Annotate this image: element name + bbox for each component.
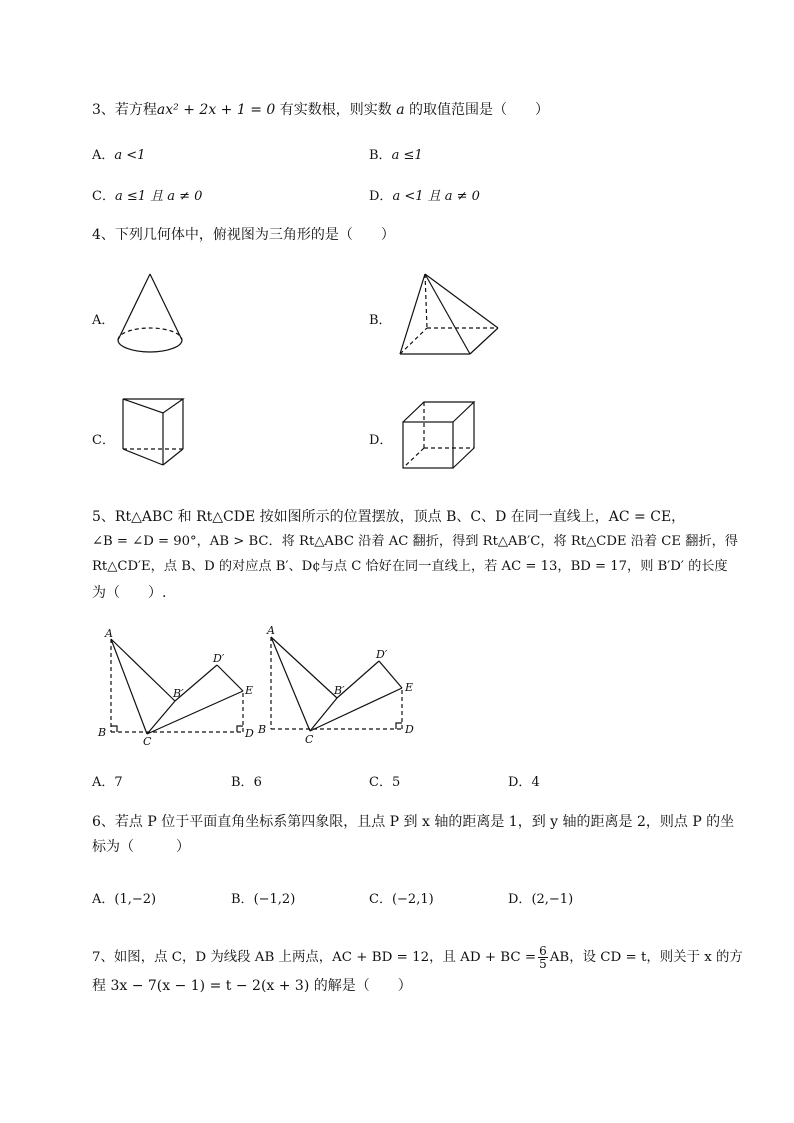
option-label: C． bbox=[92, 189, 115, 204]
q4-option-a-label[interactable]: A． bbox=[92, 313, 115, 328]
q6-stem-line1: 6、若点 P 位于平面直角坐标系第四象限，且点 P 到 x 轴的距离是 1，到 y 轴的距离是 2，则点 P 的坐 bbox=[92, 814, 735, 830]
option-label: A． bbox=[92, 892, 115, 907]
q6-stem-line2: 标为（ ） bbox=[92, 839, 190, 855]
q7-stem-line2: 程 3x − 7(x − 1) = t − 2(x + 3) 的解是（ ） bbox=[92, 978, 412, 994]
q4-option-d-label[interactable]: D． bbox=[369, 433, 393, 448]
option-label: A． bbox=[92, 775, 115, 790]
option-label: D． bbox=[508, 775, 532, 790]
option-value: 6 bbox=[253, 775, 262, 790]
fraction bbox=[538, 945, 548, 970]
q5-option-c[interactable] bbox=[369, 771, 400, 790]
label-b-prime: B′ bbox=[334, 684, 345, 697]
q3-stem bbox=[92, 101, 549, 119]
right-angle-d bbox=[396, 723, 402, 729]
q6-option-d[interactable] bbox=[508, 888, 573, 907]
pyramid-edge bbox=[425, 274, 470, 354]
q3-stem-a: 3、若方程 bbox=[92, 102, 157, 118]
q3-option-d[interactable] bbox=[369, 185, 480, 204]
right-angle-d bbox=[237, 726, 243, 732]
option-value: a <1 bbox=[114, 148, 146, 163]
fraction-numerator: 6 bbox=[539, 944, 547, 958]
option-label: D． bbox=[369, 189, 393, 204]
triangular-prism-figure bbox=[118, 395, 190, 473]
label-b: B bbox=[258, 723, 267, 736]
q3-stem-c: 的取值范围是（ ） bbox=[409, 102, 550, 118]
option-value: a <1 且 a ≠ 0 bbox=[392, 189, 480, 204]
prism-top-face bbox=[123, 399, 183, 413]
label-e: E bbox=[405, 681, 414, 694]
option-label: B． bbox=[231, 892, 254, 907]
label-c: C bbox=[305, 733, 314, 746]
q4-stem: 4、下列几何体中，俯视图为三角形的是（ ） bbox=[92, 227, 395, 243]
cone-base-back bbox=[118, 328, 182, 340]
segment-ce bbox=[147, 691, 243, 734]
cube-front-face bbox=[403, 422, 453, 468]
label-d: D bbox=[405, 723, 414, 736]
q3-var: a bbox=[396, 102, 405, 118]
label-d: D bbox=[245, 727, 254, 740]
q5-stem-line2: ∠B = ∠D = 90°，AB > BC．将 Rt△ABC 沿着 AC 翻折，得到 Rt△AB′C，将 Rt△CDE 沿着 CE 翻折，得 bbox=[92, 534, 738, 549]
pyramid-edge bbox=[425, 274, 498, 328]
fraction-denominator: 5 bbox=[539, 957, 547, 971]
pyramid-hidden-edge bbox=[425, 274, 427, 328]
label-b: B bbox=[98, 726, 107, 739]
segment-ab1 bbox=[271, 637, 337, 698]
prism-edge bbox=[163, 449, 183, 465]
segment-ce bbox=[310, 688, 402, 731]
label-a: A bbox=[267, 624, 275, 637]
cube-figure bbox=[400, 400, 480, 472]
option-value: (1,−2) bbox=[114, 892, 157, 907]
label-e: E bbox=[245, 684, 254, 697]
label-c: C bbox=[143, 735, 152, 748]
option-value: a ≤1 bbox=[391, 148, 423, 163]
label-d-prime: D′ bbox=[213, 652, 225, 665]
option-value: 7 bbox=[114, 775, 123, 790]
cone-figure bbox=[110, 272, 190, 357]
q6-option-b[interactable] bbox=[231, 888, 295, 907]
option-value: (−2,1) bbox=[391, 892, 434, 907]
option-label: B． bbox=[231, 775, 254, 790]
option-value: 4 bbox=[531, 775, 540, 790]
option-value: a ≤1 且 a ≠ 0 bbox=[114, 189, 203, 204]
q3-option-a[interactable] bbox=[92, 144, 145, 163]
q5-option-a[interactable] bbox=[92, 771, 123, 790]
label-a: A bbox=[105, 627, 113, 640]
q5-stem-line4: 为（ ）. bbox=[92, 585, 167, 601]
q4-option-c-label[interactable]: C． bbox=[92, 433, 115, 448]
segment-ab1 bbox=[111, 639, 175, 701]
option-value: (−1,2) bbox=[253, 892, 296, 907]
prism-edge bbox=[123, 449, 163, 465]
option-label: B． bbox=[369, 148, 392, 163]
segment-b1c bbox=[310, 698, 337, 731]
q4-option-b-label[interactable]: B． bbox=[369, 313, 392, 328]
segment-ac bbox=[111, 639, 147, 734]
q7-stem-part-b: AB，设 CD = t，则关于 x 的方 bbox=[549, 950, 743, 965]
q3-option-c[interactable] bbox=[92, 185, 202, 204]
label-b-prime: B′ bbox=[173, 687, 184, 700]
option-label: C． bbox=[369, 775, 392, 790]
segment-ac bbox=[271, 637, 310, 731]
q6-option-c[interactable] bbox=[369, 888, 434, 907]
label-d-prime: D′ bbox=[376, 648, 388, 661]
q5-option-d[interactable] bbox=[508, 771, 540, 790]
segment-d1e bbox=[217, 665, 243, 691]
square-pyramid-figure bbox=[395, 272, 505, 360]
q5-figure-before bbox=[95, 625, 265, 750]
q3-option-b[interactable] bbox=[369, 144, 423, 163]
option-label: A． bbox=[92, 148, 115, 163]
right-angle-b bbox=[111, 726, 117, 732]
cube-top-face bbox=[403, 402, 474, 422]
q5-stem-line1: 5、Rt△ABC 和 Rt△CDE 按如图所示的位置摆放，顶点 B、C、D 在同一直线上，AC = CE， bbox=[92, 509, 686, 525]
segment-d1e bbox=[379, 661, 402, 688]
q5-stem-line3: Rt△CD′E，点 B、D 的对应点 B′、D¢与点 C 恰好在同一直线上，若 AC = 13，BD = 17，则 B′D′ 的长度 bbox=[92, 559, 728, 574]
q7-stem-part-a: 7、如图，点 C，D 为线段 AB 上两点，AC + BD = 12，且 AD + BC = bbox=[92, 950, 537, 965]
q5-figure-after bbox=[258, 624, 432, 750]
option-value: 5 bbox=[391, 775, 401, 790]
q7-stem-line1 bbox=[92, 945, 743, 970]
option-label: D． bbox=[508, 892, 532, 907]
option-value: (2,−1) bbox=[531, 892, 574, 907]
cube-hidden-edge bbox=[403, 448, 424, 468]
q3-stem-b: 有实数根，则实数 bbox=[279, 102, 392, 118]
q5-option-b[interactable] bbox=[231, 771, 262, 790]
q3-equation: ax² + 2x + 1 = 0 bbox=[156, 102, 276, 118]
option-label: C． bbox=[369, 892, 392, 907]
segment-b1c bbox=[147, 701, 175, 734]
cone-left-edge bbox=[118, 274, 150, 340]
cone-base-front bbox=[118, 340, 182, 352]
pyramid-base-edge bbox=[470, 328, 498, 354]
q6-option-a[interactable] bbox=[92, 888, 156, 907]
